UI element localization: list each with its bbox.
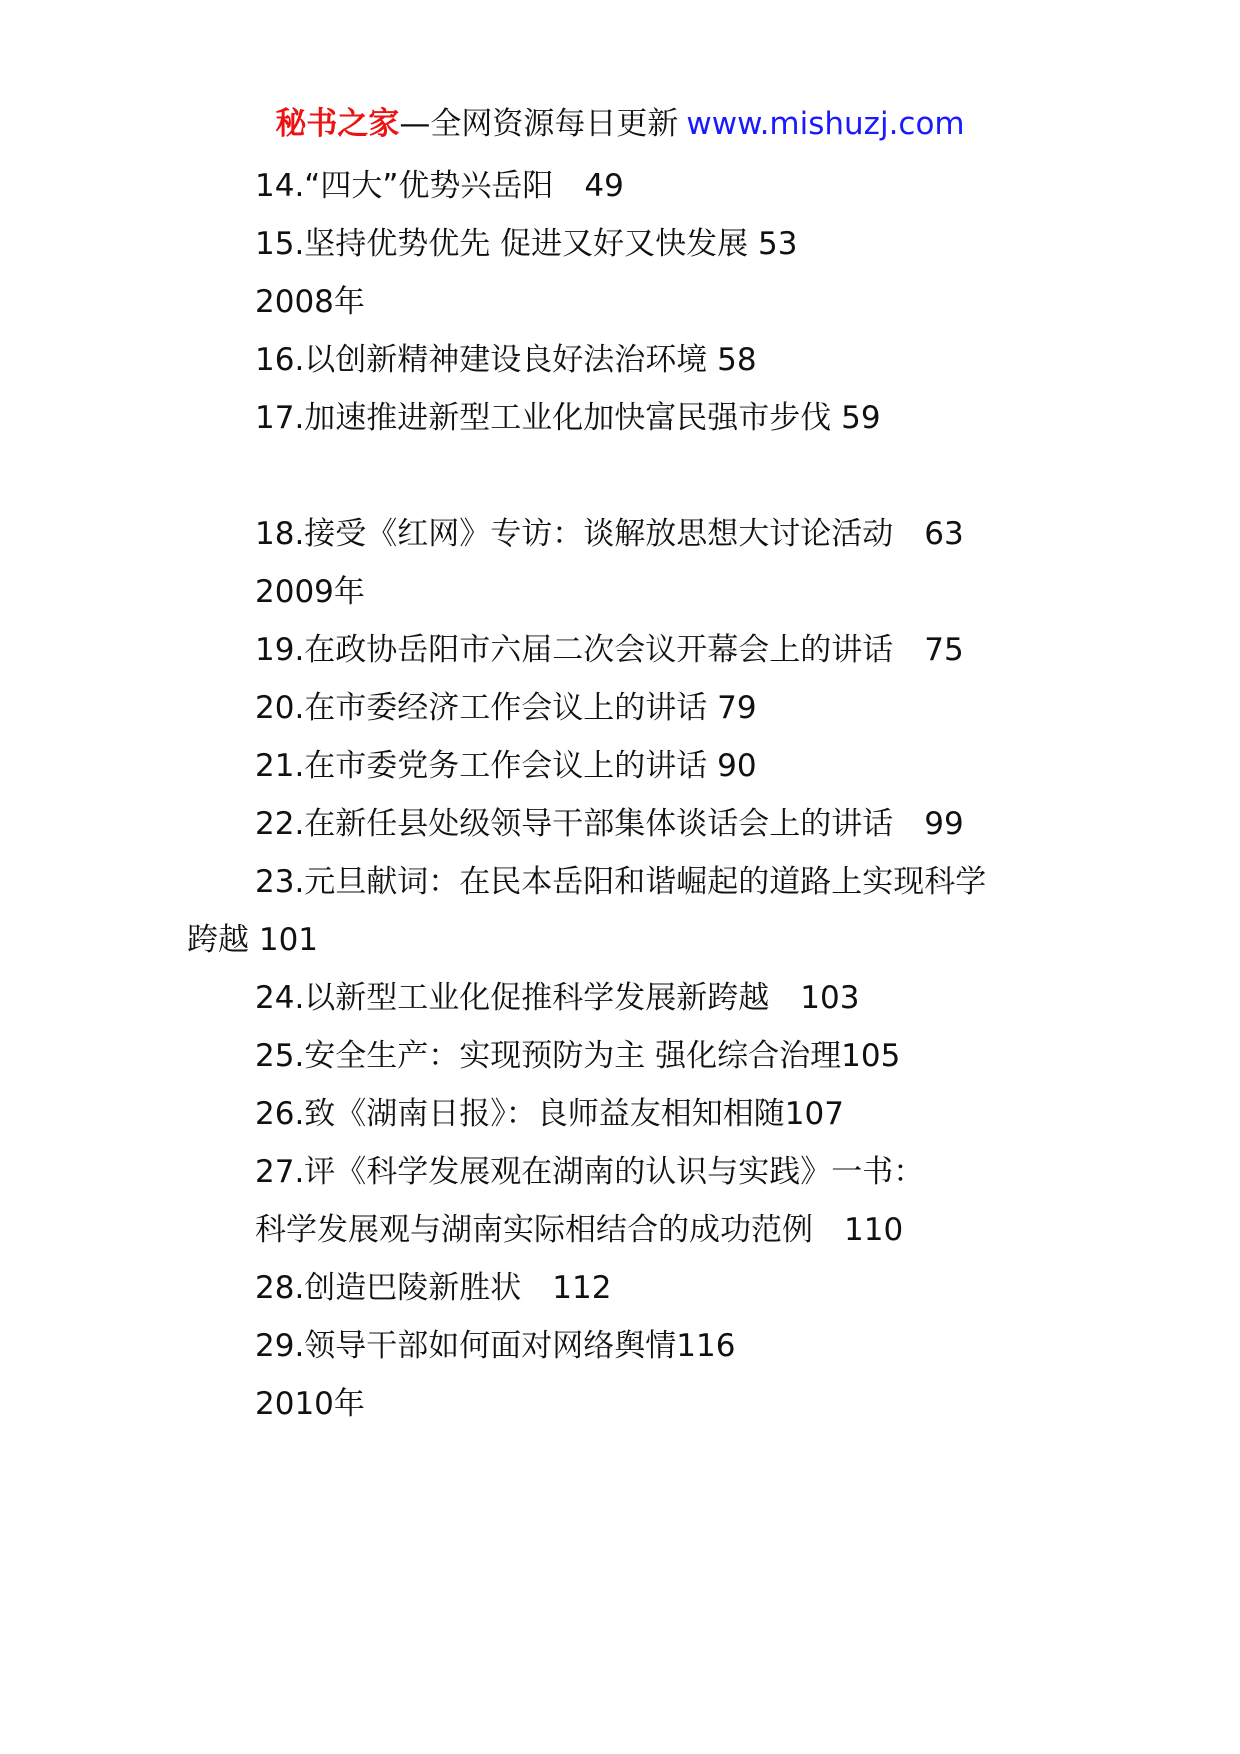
toc-entry: 28.创造巴陵新胜状 112 <box>255 1270 612 1306</box>
toc-entry: 29.领导干部如何面对网络舆情116 <box>255 1328 736 1364</box>
toc-entry: 14.“四大”优势兴岳阳 49 <box>255 168 624 204</box>
toc-entry: 16.以创新精神建设良好法治环境 58 <box>255 342 757 378</box>
toc-entry: 24.以新型工业化促推科学发展新跨越 103 <box>255 980 860 1016</box>
toc-entry: 21.在市委党务工作会议上的讲话 90 <box>255 748 757 784</box>
toc-entry-continuation: 科学发展观与湖南实际相结合的成功范例 110 <box>255 1212 904 1248</box>
toc-entry: 22.在新任县处级领导干部集体谈话会上的讲话 99 <box>255 806 964 842</box>
brand-name: 秘书之家 <box>275 106 400 142</box>
toc-year-heading: 2008年 <box>255 284 365 320</box>
header-url-link[interactable]: www.mishuzj.com <box>686 106 965 142</box>
toc-entry: 23.元旦献词：在民本岳阳和谐崛起的道路上实现科学 <box>255 864 987 900</box>
toc-entry: 18.接受《红网》专访：谈解放思想大讨论活动 63 <box>255 516 964 552</box>
toc-entry: 20.在市委经济工作会议上的讲话 79 <box>255 690 757 726</box>
toc-entry: 27.评《科学发展观在湖南的认识与实践》一书： <box>255 1154 925 1190</box>
header-tagline: —全网资源每日更新 <box>399 106 679 142</box>
toc-year-heading: 2009年 <box>255 574 365 610</box>
toc-entry: 19.在政协岳阳市六届二次会议开幕会上的讲话 75 <box>255 632 964 668</box>
toc-entry-continuation: 跨越 101 <box>187 922 319 958</box>
toc-entry: 26.致《湖南日报》：良师益友相知相随107 <box>255 1096 844 1132</box>
page-header <box>0 104 1240 144</box>
toc-entry: 15.坚持优势优先 促进又好又快发展 53 <box>255 226 798 262</box>
toc-entry: 17.加速推进新型工业化加快富民强市步伐 59 <box>255 400 881 436</box>
toc-year-heading: 2010年 <box>255 1386 365 1422</box>
toc-entry: 25.安全生产：实现预防为主 强化综合治理105 <box>255 1038 901 1074</box>
